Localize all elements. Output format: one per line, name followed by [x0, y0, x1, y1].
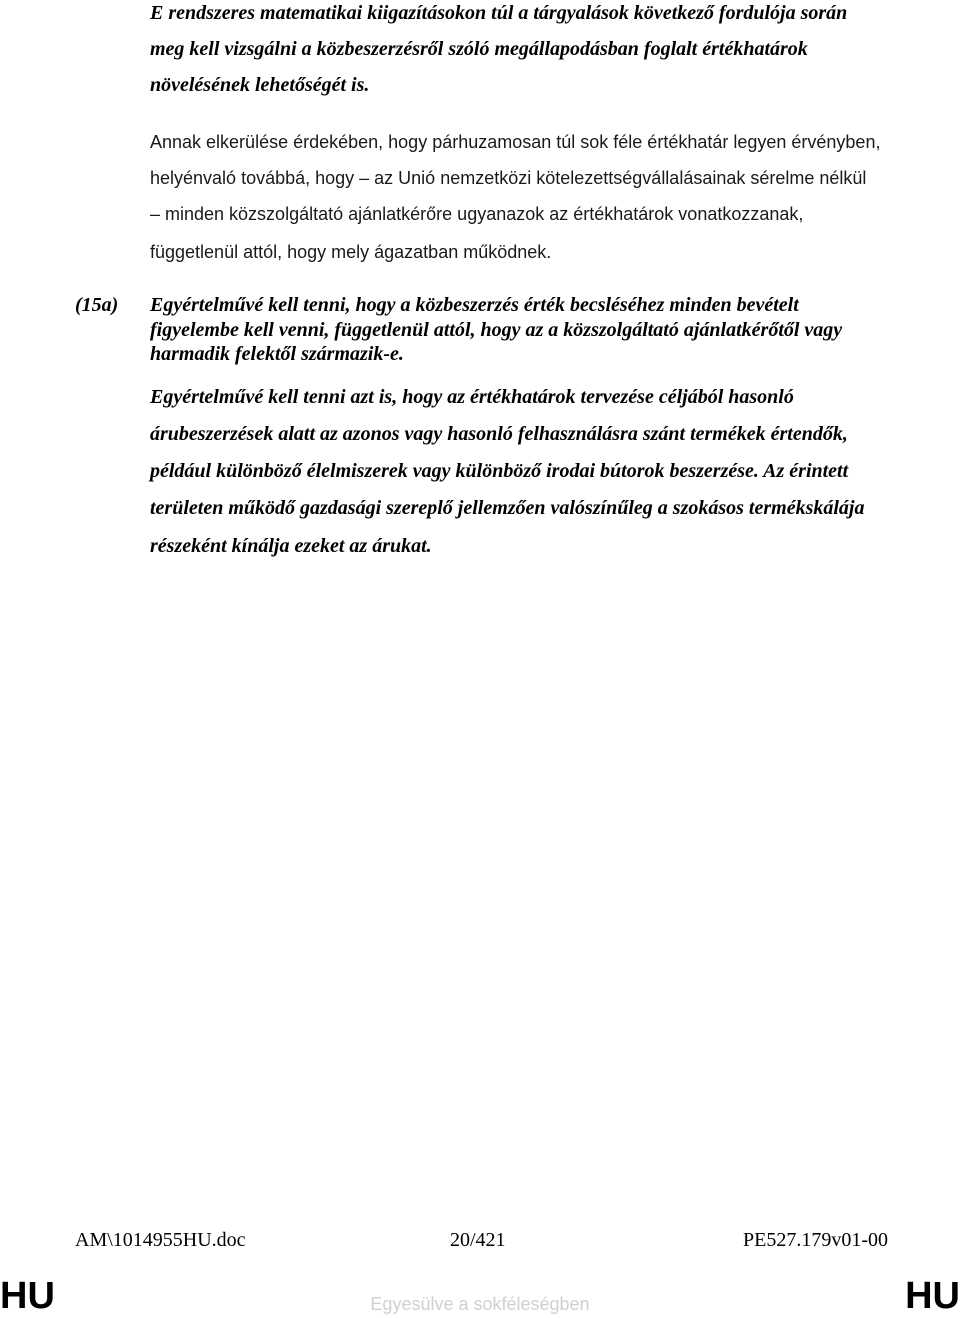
original-text-line: helyénvaló továbbá, hogy – az Unió nemzetközi kötelezettségvállalásainak sérelme nélkül	[150, 168, 867, 188]
language-code-right: HU	[905, 1275, 960, 1317]
amendment-line: meg kell vizsgálni a közbeszerzésről szóló megállapodásban foglalt értékhatárok	[150, 38, 808, 60]
amendment-line: részeként kínálja ezeket az árukat.	[150, 535, 432, 557]
amendment-line: növelésének lehetőségét is.	[150, 74, 370, 96]
original-text-line: – minden közszolgáltató ajánlatkérőre ugyanazok az értékhatárok vonatkozzanak,	[150, 204, 804, 224]
amendment-line: figyelembe kell venni, függetlenül attól, hogy az a közszolgáltató ajánlatkérőtől vagy	[150, 319, 843, 341]
original-text-line: függetlenül attól, hogy mely ágazatban működnek.	[150, 242, 552, 262]
page-number: 20/421	[450, 1229, 506, 1251]
amendment-line: árubeszerzések alatt az azonos vagy hasonló felhasználásra szánt termékek értendők,	[150, 423, 848, 445]
amendment-line: Egyértelművé kell tenni azt is, hogy az értékhatárok tervezése céljából hasonló	[150, 386, 794, 408]
eu-motto: Egyesülve a sokféleségben	[370, 1294, 590, 1314]
language-code-left: HU	[0, 1275, 55, 1317]
amendment-line: területen működő gazdasági szereplő jellemzően valószínűleg a szokásos termékskálája	[150, 497, 865, 519]
amendment-line: harmadik felektől származik-e.	[150, 343, 404, 365]
amendment-line: például különböző élelmiszerek vagy különböző irodai bútorok beszerzése. Az érintett	[150, 460, 849, 482]
pe-reference: PE527.179v01-00	[743, 1229, 888, 1251]
original-text-line: Annak elkerülése érdekében, hogy párhuzamosan túl sok féle értékhatár legyen érvényben,	[150, 132, 881, 152]
amendment-line: E rendszeres matematikai kiigazításokon túl a tárgyalások következő fordulója során	[150, 2, 848, 24]
amendment-line: Egyértelművé kell tenni, hogy a közbeszerzés érték becsléséhez minden bevételt	[150, 294, 799, 316]
document-reference: AM\1014955HU.doc	[75, 1229, 246, 1251]
recital-number: (15a)	[75, 294, 119, 316]
